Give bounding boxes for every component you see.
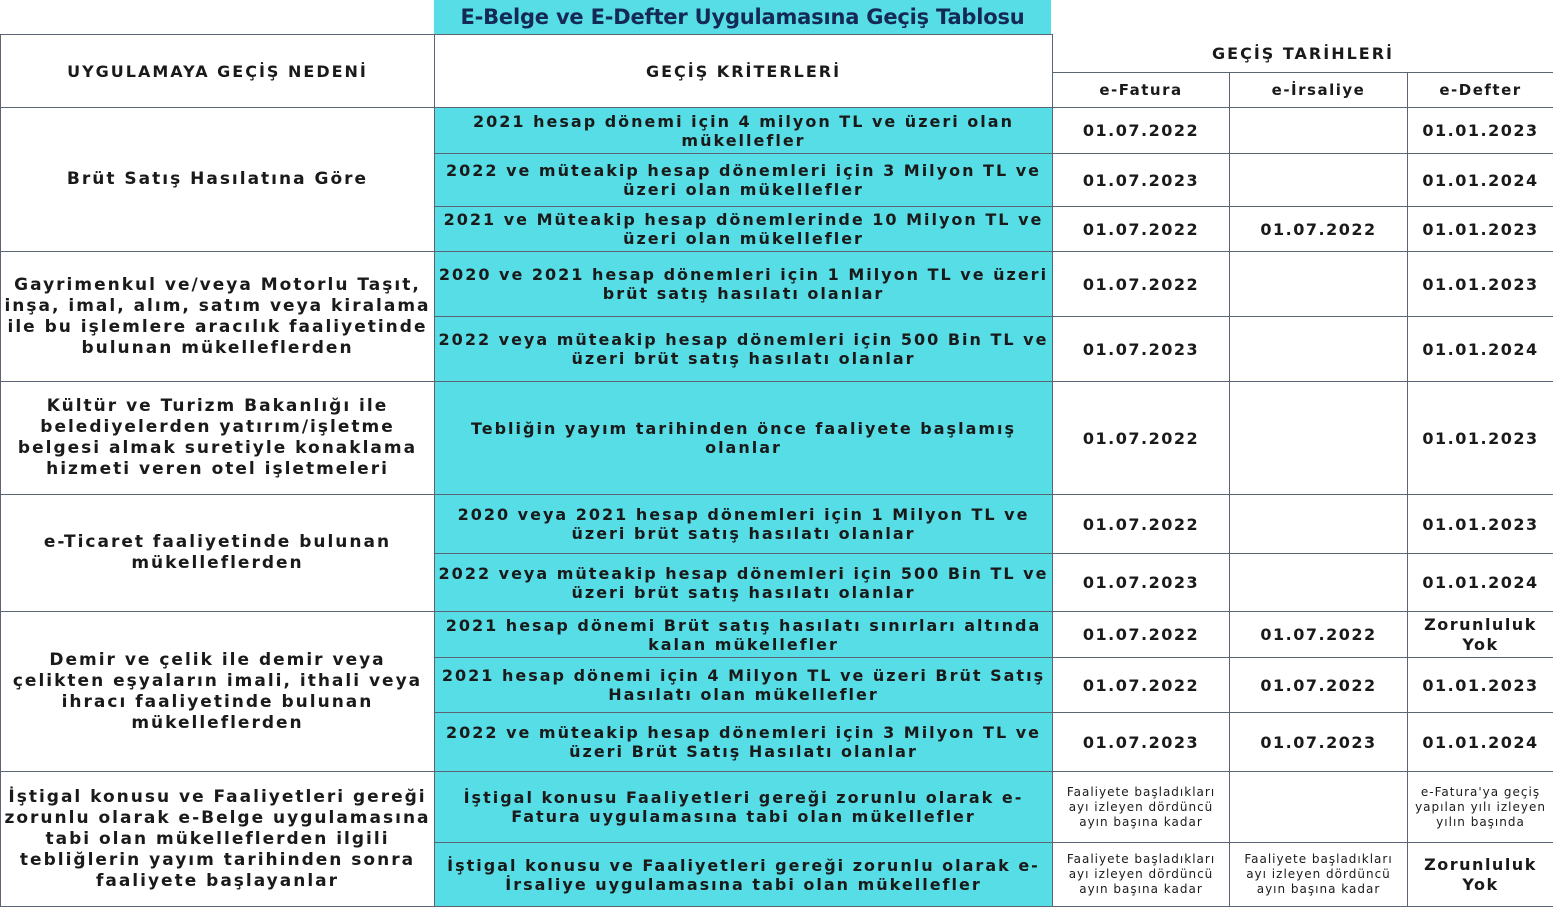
- criteria-cell: 2022 ve müteakip hesap dönemleri için 3 Milyon TL ve üzeri Brüt Satış Hasılatı olanlar: [435, 713, 1053, 772]
- efatura-date: 01.07.2022: [1053, 252, 1230, 317]
- criteria-cell: 2021 ve Müteakip hesap dönemlerinde 10 Milyon TL ve üzeri olan mükellefler: [435, 207, 1053, 252]
- eirsaliye-date: [1230, 252, 1408, 317]
- edefter-date: Zorunluluk Yok: [1408, 612, 1553, 658]
- efatura-date: 01.07.2022: [1053, 495, 1230, 554]
- eirsaliye-date: [1230, 154, 1408, 207]
- header-reason: UYGULAMAYA GEÇİŞ NEDENİ: [1, 35, 435, 108]
- reason-cell: Brüt Satış Hasılatına Göre: [1, 108, 435, 252]
- reason-cell: Gayrimenkul ve/veya Motorlu Taşıt, inşa, imal, alım, satım veya kiralama ile bu işlemlere aracılık faaliyetinde bulunan mükelleflerden: [1, 252, 435, 382]
- criteria-cell: 2022 veya müteakip hesap dönemleri için 500 Bin TL ve üzeri brüt satış hasılatı olanlar: [435, 554, 1053, 612]
- criteria-cell: 2022 ve müteakip hesap dönemleri için 3 Milyon TL ve üzeri olan mükellefler: [435, 154, 1053, 207]
- criteria-cell: 2020 veya 2021 hesap dönemleri için 1 Milyon TL ve üzeri brüt satış hasılatı olanlar: [435, 495, 1053, 554]
- eirsaliye-date: 01.07.2022: [1230, 612, 1408, 658]
- criteria-cell: 2020 ve 2021 hesap dönemleri için 1 Milyon TL ve üzeri brüt satış hasılatı olanlar: [435, 252, 1053, 317]
- criteria-cell: 2021 hesap dönemi için 4 milyon TL ve üzeri olan mükellefler: [435, 108, 1053, 154]
- efatura-date: 01.07.2022: [1053, 207, 1230, 252]
- eirsaliye-date: [1230, 108, 1408, 154]
- efatura-date: 01.07.2022: [1053, 108, 1230, 154]
- eirsaliye-date: [1230, 382, 1408, 495]
- reason-cell: e-Ticaret faaliyetinde bulunan mükelleflerden: [1, 495, 435, 612]
- edefter-date: 01.01.2024: [1408, 154, 1553, 207]
- efatura-date: 01.07.2023: [1053, 713, 1230, 772]
- edefter-date: 01.01.2023: [1408, 108, 1553, 154]
- eirsaliye-date: 01.07.2022: [1230, 207, 1408, 252]
- criteria-cell: İştigal konusu ve Faaliyetleri gereği zorunlu olarak e-İrsaliye uygulamasına tabi olan mükellefler: [435, 843, 1053, 907]
- eirsaliye-date: [1230, 495, 1408, 554]
- eirsaliye-date: Faaliyete başladıkları ayı izleyen dördüncü ayın başına kadar: [1230, 843, 1408, 907]
- edefter-date: Zorunluluk Yok: [1408, 843, 1553, 907]
- criteria-cell: İştigal konusu Faaliyetleri gereği zorunlu olarak e-Fatura uygulamasına tabi olan mükellefler: [435, 772, 1053, 843]
- reason-cell: Demir ve çelik ile demir veya çelikten eşyaların imali, ithali veya ihracı faaliyetinde bulunan mükelleflerden: [1, 612, 435, 772]
- edefter-date: 01.01.2023: [1408, 382, 1553, 495]
- efatura-date: Faaliyete başladıkları ayı izleyen dördüncü ayın başına kadar: [1053, 772, 1230, 843]
- header-dates: GEÇİŞ TARİHLERİ: [1053, 35, 1553, 73]
- table-title: E-Belge ve E-Defter Uygulamasına Geçiş Tablosu: [434, 0, 1051, 34]
- criteria-cell: 2021 hesap dönemi için 4 Milyon TL ve üzeri Brüt Satış Hasılatı olan mükellefler: [435, 658, 1053, 713]
- criteria-cell: 2022 veya müteakip hesap dönemleri için 500 Bin TL ve üzeri brüt satış hasılatı olanlar: [435, 317, 1053, 382]
- efatura-date: 01.07.2023: [1053, 317, 1230, 382]
- edefter-date: 01.01.2023: [1408, 658, 1553, 713]
- edefter-date: 01.01.2023: [1408, 207, 1553, 252]
- efatura-date: Faaliyete başladıkları ayı izleyen dördüncü ayın başına kadar: [1053, 843, 1230, 907]
- eirsaliye-date: 01.07.2022: [1230, 658, 1408, 713]
- edefter-date: 01.01.2023: [1408, 495, 1553, 554]
- criteria-cell: Tebliğin yayım tarihinden önce faaliyete başlamış olanlar: [435, 382, 1053, 495]
- transition-table: [0, 34, 1553, 907]
- edefter-date: 01.01.2024: [1408, 713, 1553, 772]
- edefter-date: 01.01.2024: [1408, 554, 1553, 612]
- eirsaliye-date: [1230, 772, 1408, 843]
- header-criteria: GEÇİŞ KRİTERLERİ: [435, 35, 1053, 108]
- efatura-date: 01.07.2022: [1053, 612, 1230, 658]
- header-edefter: e-Defter: [1408, 73, 1553, 108]
- edefter-date: 01.01.2024: [1408, 317, 1553, 382]
- header-eirsaliye: e-İrsaliye: [1230, 73, 1408, 108]
- edefter-date: 01.01.2023: [1408, 252, 1553, 317]
- eirsaliye-date: 01.07.2023: [1230, 713, 1408, 772]
- edefter-date: e-Fatura'ya geçiş yapılan yılı izleyen yılın başında: [1408, 772, 1553, 843]
- reason-cell: İştigal konusu ve Faaliyetleri gereği zorunlu olarak e-Belge uygulamasına tabi olan mükelleflerden ilgili tebliğlerin yayım tarihinden sonra faaliyete başlayanlar: [1, 772, 435, 907]
- header-efatura: e-Fatura: [1053, 73, 1230, 108]
- efatura-date: 01.07.2023: [1053, 154, 1230, 207]
- efatura-date: 01.07.2022: [1053, 382, 1230, 495]
- eirsaliye-date: [1230, 317, 1408, 382]
- efatura-date: 01.07.2023: [1053, 554, 1230, 612]
- eirsaliye-date: [1230, 554, 1408, 612]
- reason-cell: Kültür ve Turizm Bakanlığı ile belediyelerden yatırım/işletme belgesi almak suretiyle konaklama hizmeti veren otel işletmeleri: [1, 382, 435, 495]
- criteria-cell: 2021 hesap dönemi Brüt satış hasılatı sınırları altında kalan mükellefler: [435, 612, 1053, 658]
- efatura-date: 01.07.2022: [1053, 658, 1230, 713]
